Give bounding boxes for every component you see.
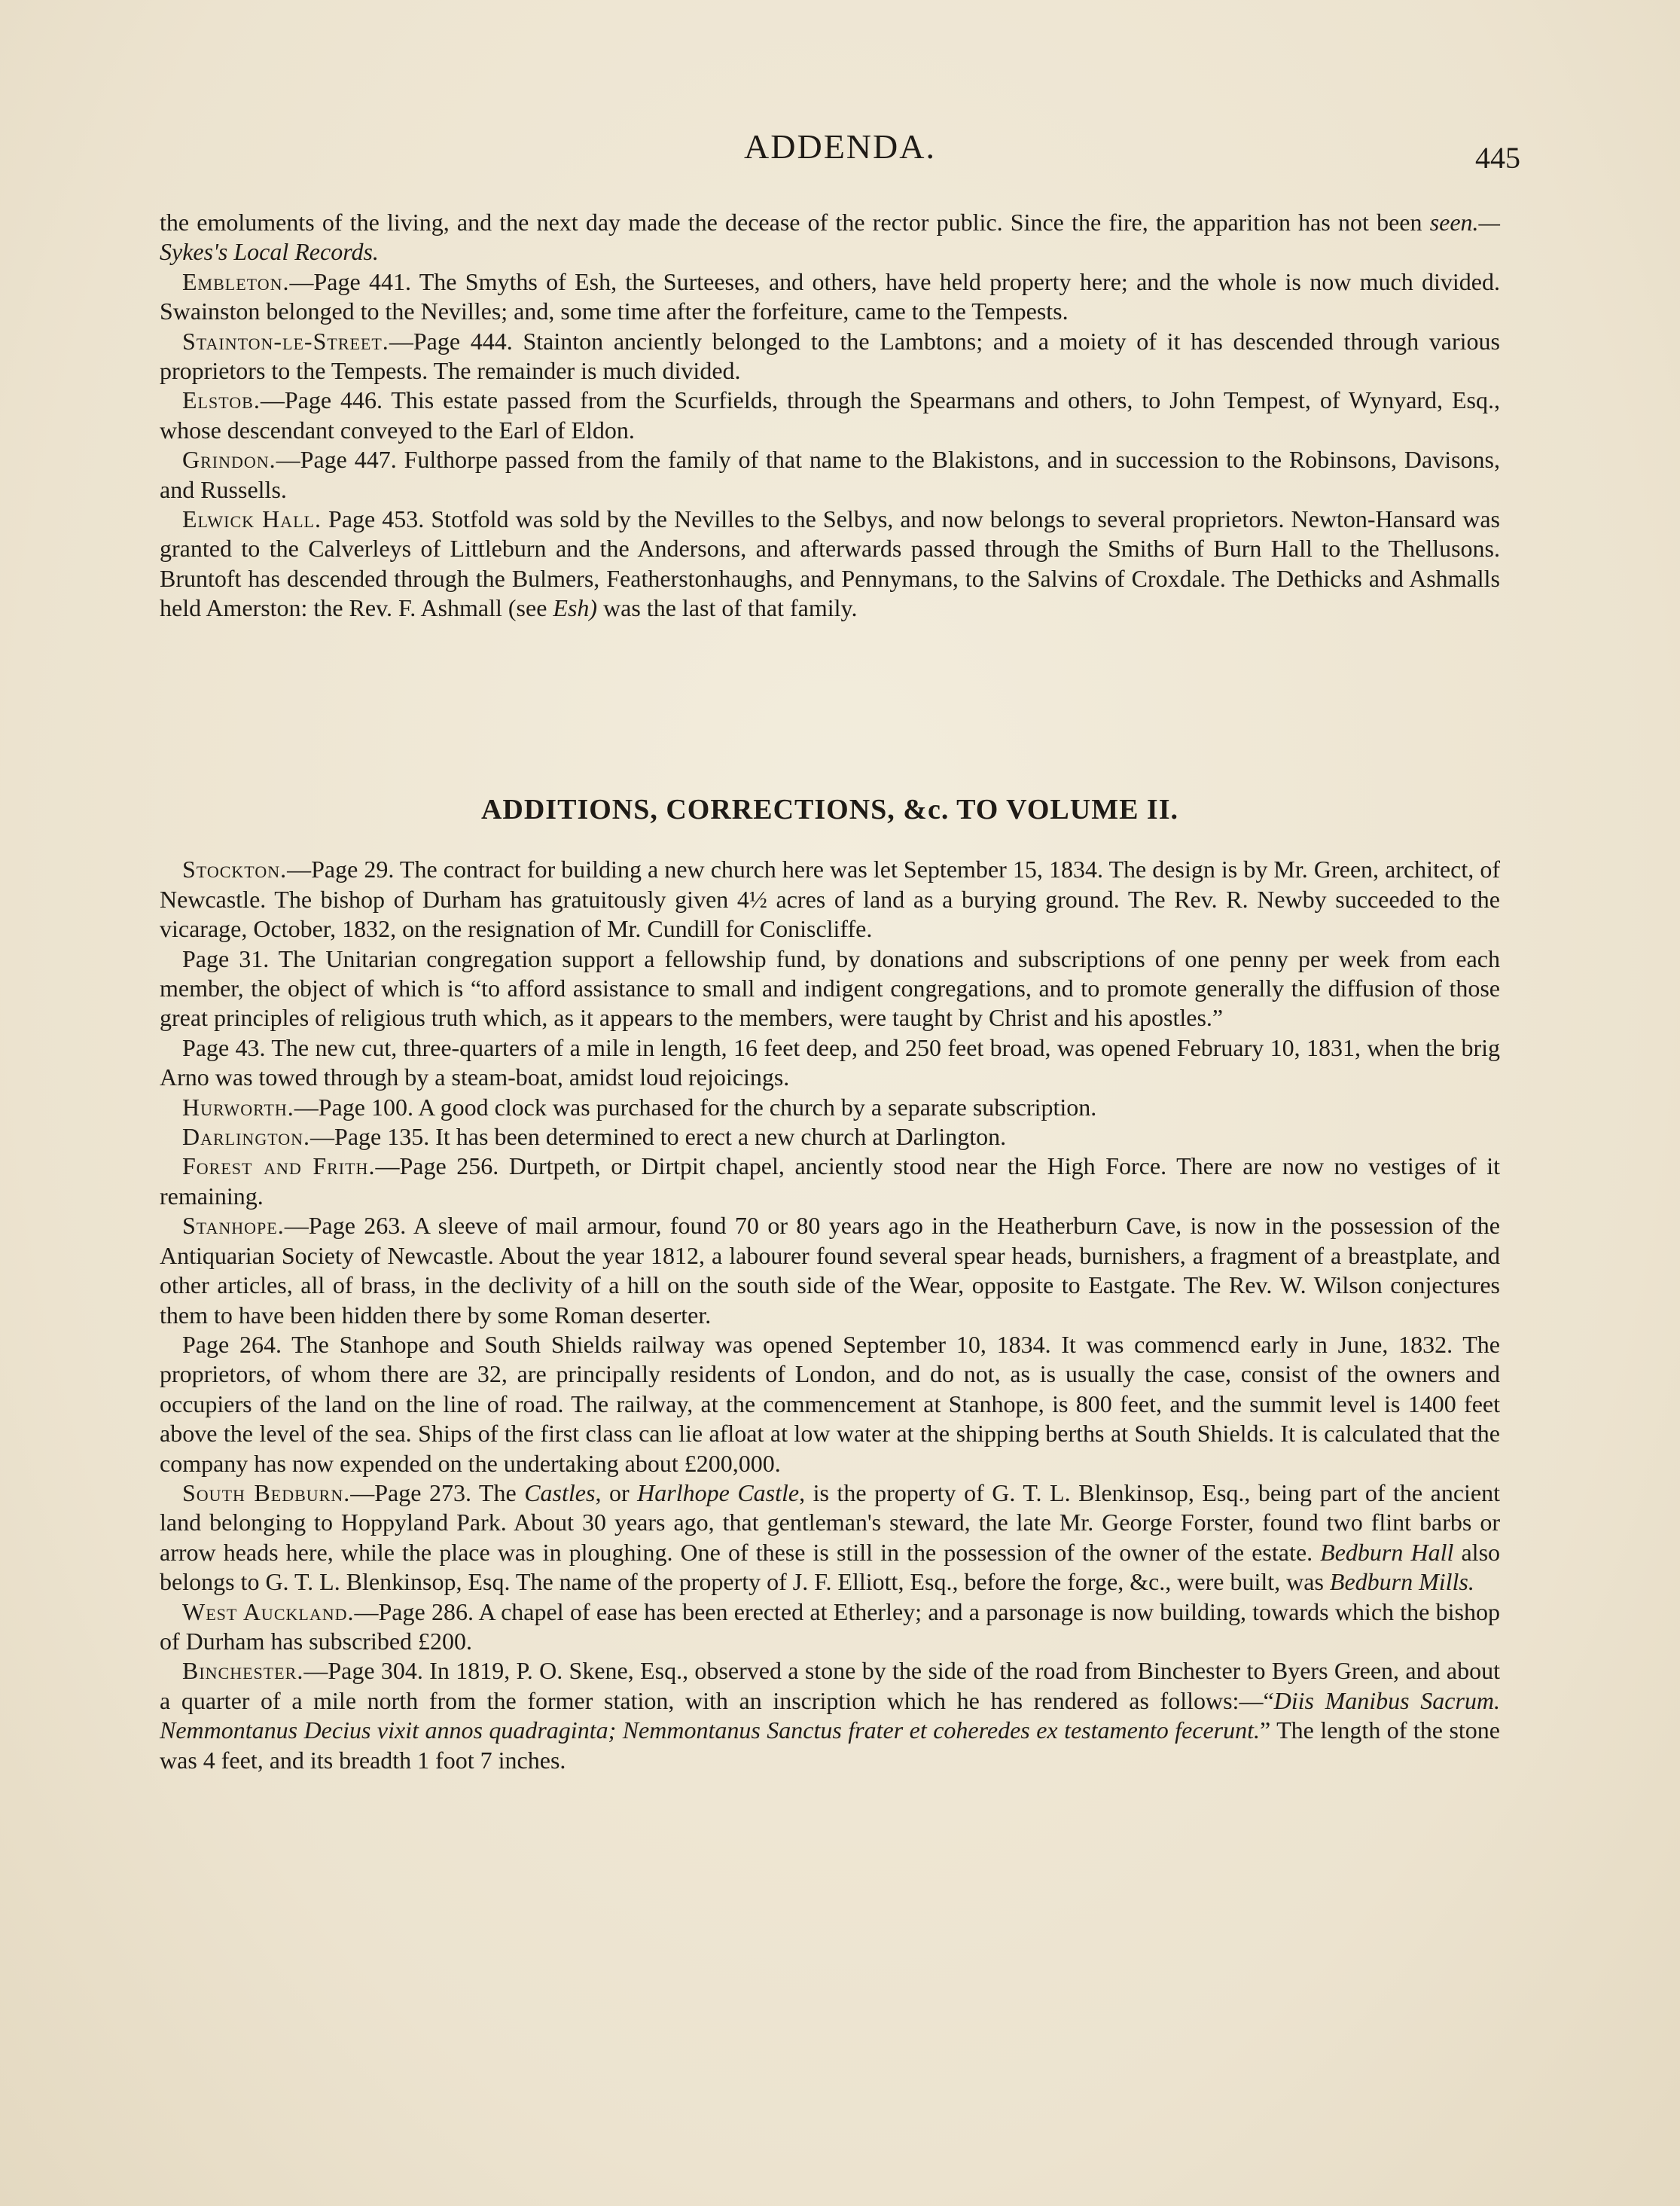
text-run: Page 31. The Unitarian congregation support a fellowship fund, by donations and subscriptions of one penny per week from each member, the object of which is “to afford assistance to small and indigent congregations, and to promote generally the diffusion of those great principles of religious truth which, as it appears to the members, were taught by Christ and his apostles.”: [160, 944, 1500, 1032]
entry-heading: Darlington.: [182, 1123, 311, 1151]
entry-heading: Binchester.: [182, 1657, 304, 1685]
italic-text: seen.—Sykes's Local Records.: [160, 209, 1500, 266]
entry-heading: South Bedburn.: [182, 1478, 351, 1506]
paragraph: [160, 1122, 1500, 1152]
paragraph: [160, 208, 1500, 267]
volume-ii-text-block: [160, 795, 1500, 1775]
text-run: Page 43. The new cut, three-quarters of a mile in length, 16 feet deep, and 250 feet broad, was opened February 10, 1831, when the brig Arno was towed through by a steam-boat, amidst loud rejoicings.: [160, 1033, 1500, 1091]
paragraph: [160, 1152, 1500, 1211]
text-run: —Page 304. In 1819, P. O. Skene, Esq., observed a stone by the side of the road from Binchester to Byers Green, and about a quarter of a mile north from the former station, with an inscription which he has rendered as follows:—“: [160, 1657, 1500, 1714]
paragraph: [160, 267, 1500, 327]
text-run: was the last of that family.: [597, 594, 858, 622]
paragraph: [160, 1033, 1500, 1093]
italic-text: Diis Manibus Sacrum. Nemmontanus Decius vixit annos quadraginta; Nemmontanus Sanctus frater et coheredes ex testamento fecerunt.: [160, 1686, 1501, 1744]
paragraph: [160, 944, 1500, 1033]
text-run: Page 453. Stotfold was sold by the Nevilles to the Selbys, and now belongs to several proprietors. Newton-Hansard was granted to the Calverleys of Littleburn and the Andersons, and afterwards passed through the Smiths of Burn Hall to the Thellusons. Bruntoft has descended through the Bulmers, Featherstonhaughs, and Pennymans, to the Salvins of Croxdale. The Dethicks and Ashmalls held Amerston: the Rev. F. Ashmall (see: [160, 505, 1500, 622]
entry-heading: Stockton.: [182, 856, 288, 883]
text-run: —Page 446. This estate passed from the Scurfields, through the Spearmans and others, to John Tempest, of Wynyard, Esq., whose descendant conveyed to the Earl of Eldon.: [160, 386, 1500, 444]
paragraph: [160, 1330, 1500, 1478]
paragraph: [160, 1478, 1500, 1597]
text-run: , is the property of G. T. L. Blenkinsop, Esq., being part of the ancient land belonging to Hoppyland Park. About 30 years ago, that gentleman's steward, the late Mr. George Forster, found two flint barbs or arrow heads here, while the place was in ploughing. One of these is still in the possession of the owner of the estate.: [160, 1478, 1501, 1566]
text-run: —Page 29. The contract for building a new church here was let September 15, 1834. The design is by Mr. Green, architect, of Newcastle. The bishop of Durham has gratuitously given 4½ acres of land as a burying ground. The Rev. R. Newby succeeded to the vicarage, October, 1832, on the resignation of Mr. Cundill for Coniscliffe.: [160, 856, 1500, 943]
italic-text: Castles: [524, 1478, 596, 1506]
paragraph: [160, 1211, 1500, 1330]
entry-heading: Stainton-le-Street.: [182, 327, 389, 355]
entry-heading: West Auckland.: [182, 1597, 355, 1625]
page-number: 445: [1475, 141, 1520, 175]
text-run: ” The length of the stone was 4 feet, and its breadth 1 foot 7 inches.: [160, 1716, 1501, 1774]
text-run: —Page 135. It has been determined to erect a new church at Darlington.: [310, 1123, 1007, 1151]
entry-heading: Hurworth.: [182, 1093, 294, 1121]
italic-text: Harlhope Castle: [637, 1478, 800, 1506]
text-run: —Page 286. A chapel of ease has been erected at Etherley; and a parsonage is now building, towards which the bishop of Durham has subscribed £200.: [160, 1597, 1501, 1655]
paragraph: [160, 1656, 1500, 1775]
text-run: —Page 273. The: [350, 1478, 525, 1506]
volume-ii-paragraph-list: [160, 855, 1500, 1775]
paragraph: [160, 505, 1500, 624]
addenda-paragraph-list: [160, 208, 1500, 624]
entry-heading: Embleton.: [182, 267, 290, 295]
text-run: , or: [595, 1478, 638, 1506]
running-head: ADDENDA.: [744, 127, 936, 166]
paragraph: [160, 1093, 1500, 1122]
text-run: the emoluments of the living, and the next day made the decease of the rector public. Since the fire, the apparition has not been: [160, 209, 1430, 236]
entry-heading: Stanhope.: [182, 1212, 285, 1240]
paragraph: [160, 445, 1500, 505]
text-run: —Page 444. Stainton anciently belonged to the Lambtons; and a moiety of it has descended through various proprietors to the Tempests. The remainder is much divided.: [160, 327, 1500, 385]
paragraph: [160, 855, 1500, 944]
entry-heading: Grindon.: [182, 446, 276, 474]
italic-text: Bedburn Hall: [1320, 1538, 1454, 1566]
section-heading: ADDITIONS, CORRECTIONS, &c. TO VOLUME II.: [480, 794, 1178, 825]
italic-text: Bedburn Mills.: [1329, 1568, 1474, 1596]
text-run: —Page 263. A sleeve of mail armour, found 70 or 80 years ago in the Heatherburn Cave, is now in the possession of the Antiquarian Society of Newcastle. About the year 1812, a labourer found several spear heads, burnishers, a fragment of a breastplate, and other articles, all of brass, in the declivity of a hill on the south side of the Wear, opposite to Eastgate. The Rev. W. Wilson conjectures them to have been hidden there by some Roman deserter.: [160, 1212, 1500, 1329]
italic-text: Esh): [553, 594, 598, 622]
paragraph: [160, 386, 1500, 445]
entry-heading: Elwick Hall.: [182, 505, 322, 533]
text-run: Page 264. The Stanhope and South Shields railway was opened September 10, 1834. It was commencd early in June, 1832. The proprietors, of whom there are 32, are principally residents of London, and do not, as is usually the case, consist of the owners and occupiers of the land on the line of road. The railway, at the commencement at Stanhope, is 800 feet, and the summit level is 1400 feet above the level of the sea. Ships of the first class can lie afloat at low water at the shipping berths at South Shields. It is calculated that the company has now expended on the undertaking about £200,000.: [160, 1330, 1500, 1477]
text-run: also belongs to G. T. L. Blenkinsop, Esq. The name of the property of J. F. Elliott, Esq., before the forge, &c., were built, was: [160, 1538, 1501, 1596]
paragraph: [160, 327, 1500, 386]
text-run: —Page 256. Durtpeth, or Dirtpit chapel, anciently stood near the High Force. There are now no vestiges of it remaining.: [160, 1152, 1500, 1210]
paragraph: [160, 1597, 1500, 1657]
text-run: —Page 441. The Smyths of Esh, the Surteeses, and others, have held property here; and the whole is now much divided. Swainston belonged to the Nevilles; and, some time after the forfeiture, came to the Tempests.: [160, 267, 1500, 325]
text-run: —Page 447. Fulthorpe passed from the family of that name to the Blakistons, and in succession to the Robinsons, Davisons, and Russells.: [160, 446, 1500, 503]
entry-heading: Forest and Frith.: [182, 1152, 376, 1180]
addenda-text-block: [160, 208, 1500, 624]
text-run: —Page 100. A good clock was purchased for the church by a separate subscription.: [294, 1093, 1097, 1121]
entry-heading: Elstob.: [182, 386, 261, 414]
